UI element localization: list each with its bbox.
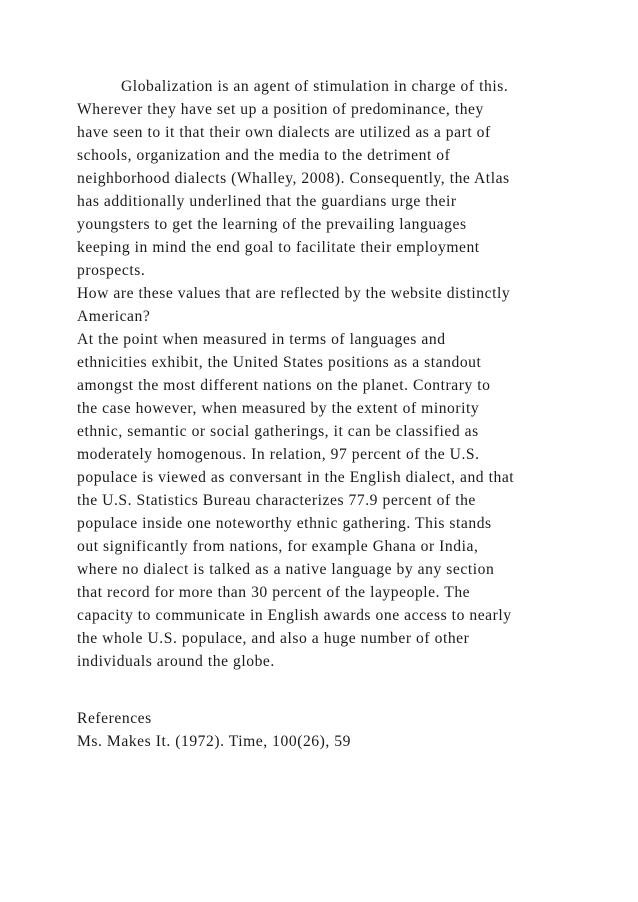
paragraph-line: keeping in mind the end goal to facilitate their employment xyxy=(77,239,480,256)
references-heading: References xyxy=(77,710,152,727)
paragraph-line: has additionally underlined that the guardians urge their xyxy=(77,193,457,210)
references-section xyxy=(77,707,577,753)
question-line: American? xyxy=(77,308,151,325)
paragraph-line: Globalization is an agent of stimulation in charge of this. xyxy=(121,78,509,95)
paragraph-line: ethnic, semantic or social gatherings, it can be classified as xyxy=(77,423,479,440)
paragraph-line: prospects. xyxy=(77,262,146,279)
paragraph-line: the U.S. Statistics Bureau characterizes 77.9 percent of the xyxy=(77,492,476,509)
paragraph-line: amongst the most different nations on the planet. Contrary to xyxy=(77,377,491,394)
paragraph-line: youngsters to get the learning of the prevailing languages xyxy=(77,216,467,233)
paragraph-line: schools, organization and the media to the detriment of xyxy=(77,147,451,164)
paragraph-line: neighborhood dialects (Whalley, 2008). Consequently, the Atlas xyxy=(77,170,510,187)
body-text xyxy=(77,75,577,673)
paragraph-line: the case however, when measured by the extent of minority xyxy=(77,400,480,417)
paragraph-line: capacity to communicate in English awards one access to nearly xyxy=(77,607,512,624)
paragraph-line: have seen to it that their own dialects are utilized as a part of xyxy=(77,124,491,141)
question-line: How are these values that are reflected by the website distinctly xyxy=(77,285,511,302)
paragraph-line: Wherever they have set up a position of predominance, they xyxy=(77,101,484,118)
paragraph-line: populace is viewed as conversant in the English dialect, and that xyxy=(77,469,515,486)
paragraph-line: populace inside one noteworthy ethnic gathering. This stands xyxy=(77,515,492,532)
paragraph-line: out significantly from nations, for example Ghana or India, xyxy=(77,538,479,555)
paragraph-line: individuals around the globe. xyxy=(77,653,275,670)
reference-entry: Ms. Makes It. (1972). Time, 100(26), 59 xyxy=(77,733,351,750)
paragraph-line: the whole U.S. populace, and also a huge number of other xyxy=(77,630,470,647)
paragraph-line: that record for more than 30 percent of the laypeople. The xyxy=(77,584,471,601)
paragraph-line: ethnicities exhibit, the United States positions as a standout xyxy=(77,354,482,371)
paragraph-line: At the point when measured in terms of languages and xyxy=(77,331,446,348)
paragraph-line: where no dialect is talked as a native language by any section xyxy=(77,561,495,578)
paragraph-line: moderately homogenous. In relation, 97 percent of the U.S. xyxy=(77,446,480,463)
